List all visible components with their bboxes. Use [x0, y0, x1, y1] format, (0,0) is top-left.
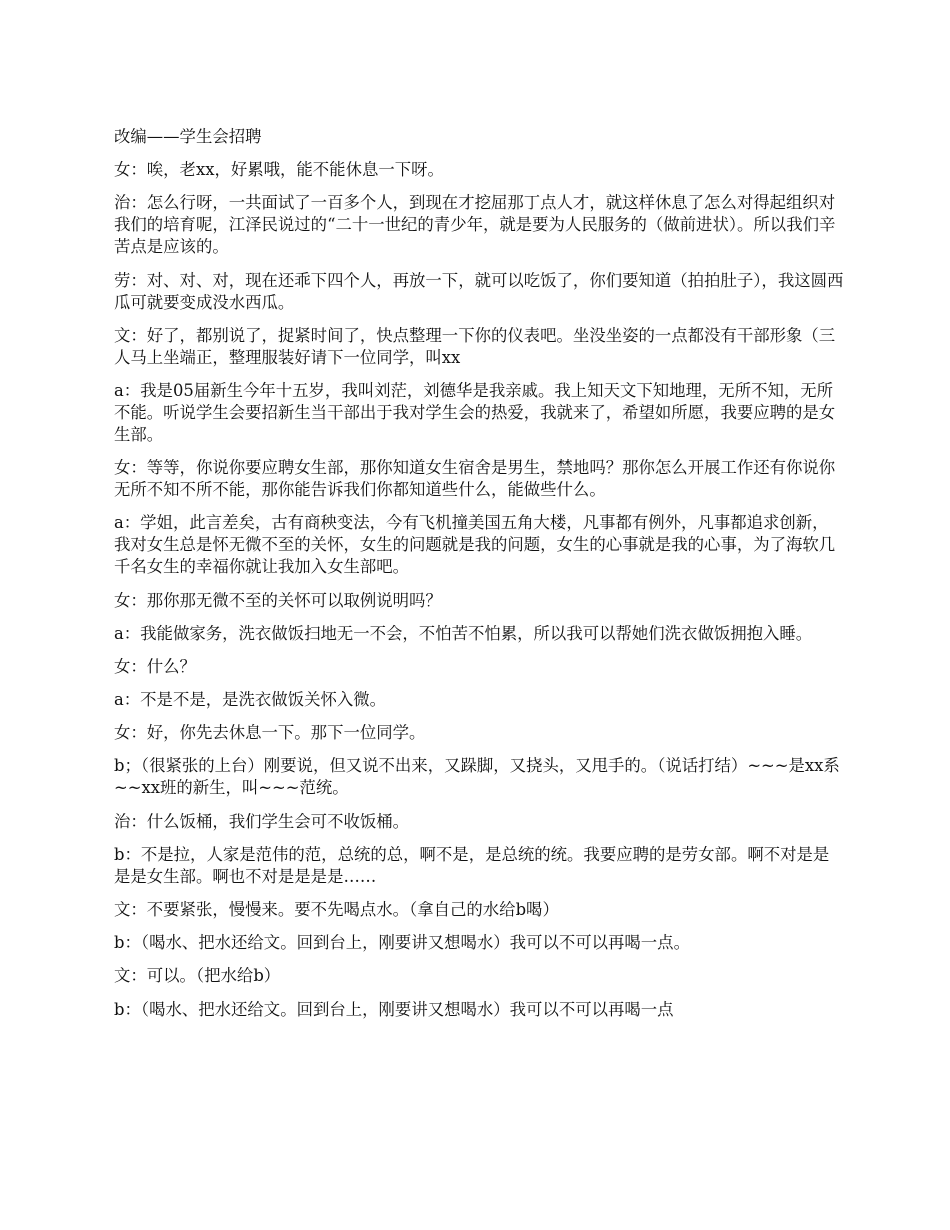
- paragraph: 文：好了，都别说了，捉紧时间了，快点整理一下你的仪表吧。坐没坐姿的一点都没有干部形象（三人马上坐端正，整理服装好请下一位同学，叫xx: [114, 325, 836, 367]
- paragraph: b：不是拉，人家是范伟的范，总统的总，啊不是，是总统的统。我要应聘的是劳女部。啊不对是是是是女生部。啊也不对是是是是……: [114, 844, 830, 886]
- document-title: 改编——学生会招聘: [114, 127, 262, 146]
- paragraph: 治：什么饭桶，我们学生会可不收饭桶。: [114, 811, 410, 831]
- paragraph: 治：怎么行呀，一共面试了一百多个人，到现在才挖屈那丁点人才，就这样休息了怎么对得起组织对我们的培育呢，江泽民说过的“二十一世纪的青少年，就是要为人民服务的（做前进状）。所以我们辛苦点是应该的。: [114, 193, 836, 257]
- paragraph: 文：可以。（把水给b）: [114, 966, 281, 986]
- paragraph: a：我是05届新生今年十五岁，我叫刘茫，刘德华是我亲戚。我上知天文下知地理，无所不知，无所不能。听说学生会要招新生当干部出于我对学生会的热爱，我就来了，希望如所愿，我要应聘的是女生部。: [114, 380, 836, 444]
- paragraph: b：（喝水、把水还给文。回到台上，刚要讲又想喝水）我可以不可以再喝一点。: [114, 933, 690, 953]
- paragraph: 女：什么？: [114, 656, 196, 676]
- paragraph: 女：唉，老xx，好累哦，能不能休息一下呀。: [114, 160, 444, 180]
- paragraph: a：我能做家务，洗衣做饭扫地无一不会，不怕苦不怕累，所以我可以帮她们洗衣做饭拥抱入睡。: [114, 623, 813, 643]
- paragraph: 劳：对、对、对，现在还乖下四个人，再放一下，就可以吃饭了，你们要知道（拍拍肚子），我这圆西瓜可就要变成没水西瓜。: [114, 270, 844, 312]
- paragraph: 女：等等，你说你要应聘女生部，那你知道女生宿舍是男生，禁地吗？那你怎么开展工作还有你说你无所不知不所不能，那你能告诉我们你都知道些什么，能做些什么。: [114, 458, 836, 500]
- paragraph: a：学姐，此言差矣，古有商秧变法，今有飞机撞美国五角大楼，凡事都有例外，凡事都追求创新，我对女生总是怀无微不至的关怀，女生的问题就是我的问题，女生的心事就是我的心事，为了海软几千名女生的幸福你就让我加入女生部吧。: [114, 513, 836, 577]
- paragraph: a：不是不是，是洗衣做饭关怀入微。: [114, 690, 387, 710]
- paragraph: 女：那你那无微不至的关怀可以取例说明吗？: [114, 590, 442, 610]
- paragraph: b；（很紧张的上台）刚要说，但又说不出来，又跺脚，又挠头，又甩手的。（说话打结）~~~是xx系~~xx班的新生，叫~~~范统。: [114, 756, 840, 798]
- document-body: [114, 159, 844, 1020]
- paragraph: 女：好，你先去休息一下。那下一位同学。: [114, 723, 426, 743]
- paragraph: b：（喝水、把水还给文。回到台上，刚要讲又想喝水）我可以不可以再喝一点: [114, 999, 674, 1019]
- paragraph: 文：不要紧张，慢慢来。要不先喝点水。（拿自己的水给b喝）: [114, 900, 559, 919]
- document-page: [114, 126, 844, 1032]
